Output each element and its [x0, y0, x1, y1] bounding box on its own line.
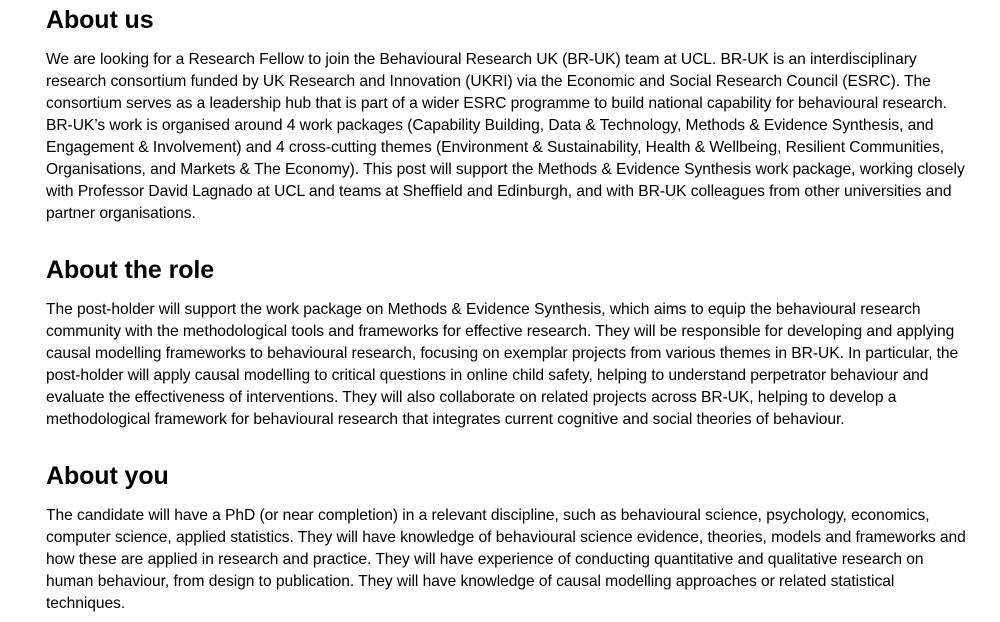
section-body-about-you: The candidate will have a PhD (or near completion) in a relevant discipline, such as behavioural science, psychology, economics, computer science, applied statistics. They will have knowledge of behavioural science evidence, theories, models and frameworks and how these are applied in research and practice. They will have experience of conducting quantitative and qualitative research on human behaviour, from design to publication. They will have knowledge of causal modelling approaches or related statistical techniques. — [46, 507, 966, 612]
section-about-us — [46, 5, 968, 225]
section-heading-about-the-role: About the role — [46, 256, 215, 284]
section-heading-about-us: About us — [46, 6, 154, 34]
section-heading-about-you: About you — [46, 462, 169, 490]
section-about-the-role — [46, 255, 968, 431]
section-about-you — [46, 461, 968, 615]
section-body-about-the-role: The post-holder will support the work package on Methods & Evidence Synthesis, which aims to equip the behavioural research community with the methodological tools and frameworks for effective research. They will be responsible for developing and applying causal modelling frameworks to behavioural research, focusing on exemplar projects from various themes in BR-UK. In particular, the post-holder will apply causal modelling to critical questions in online child safety, helping to understand perpetrator behaviour and evaluate the effectiveness of interventions. They will also collaborate on related projects across BR-UK, helping to develop a methodological framework for behavioural research that integrates current cognitive and social theories of behaviour. — [46, 301, 959, 428]
section-body-about-us: We are looking for a Research Fellow to join the Behavioural Research UK (BR-UK) team at UCL. BR-UK is an interdisciplinary research consortium funded by UK Research and Innovation (UKRI) via the Economic and Social Research Council (ESRC). The consortium serves as a leadership hub that is part of a wider ESRC programme to build national capability for behavioural research. BR-UK’s work is organised around 4 work packages (Capability Building, Data & Technology, Methods & Evidence Synthesis, and Engagement & Involvement) and 4 cross-cutting themes (Environment & Sustainability, Health & Wellbeing, Resilient Communities, Organisations, and Markets & The Economy). This post will support the Methods & Evidence Synthesis work package, working closely with Professor David Lagnado at UCL and teams at Sheffield and Edinburgh, and with BR-UK colleagues from other universities and partner organisations. — [46, 51, 965, 222]
